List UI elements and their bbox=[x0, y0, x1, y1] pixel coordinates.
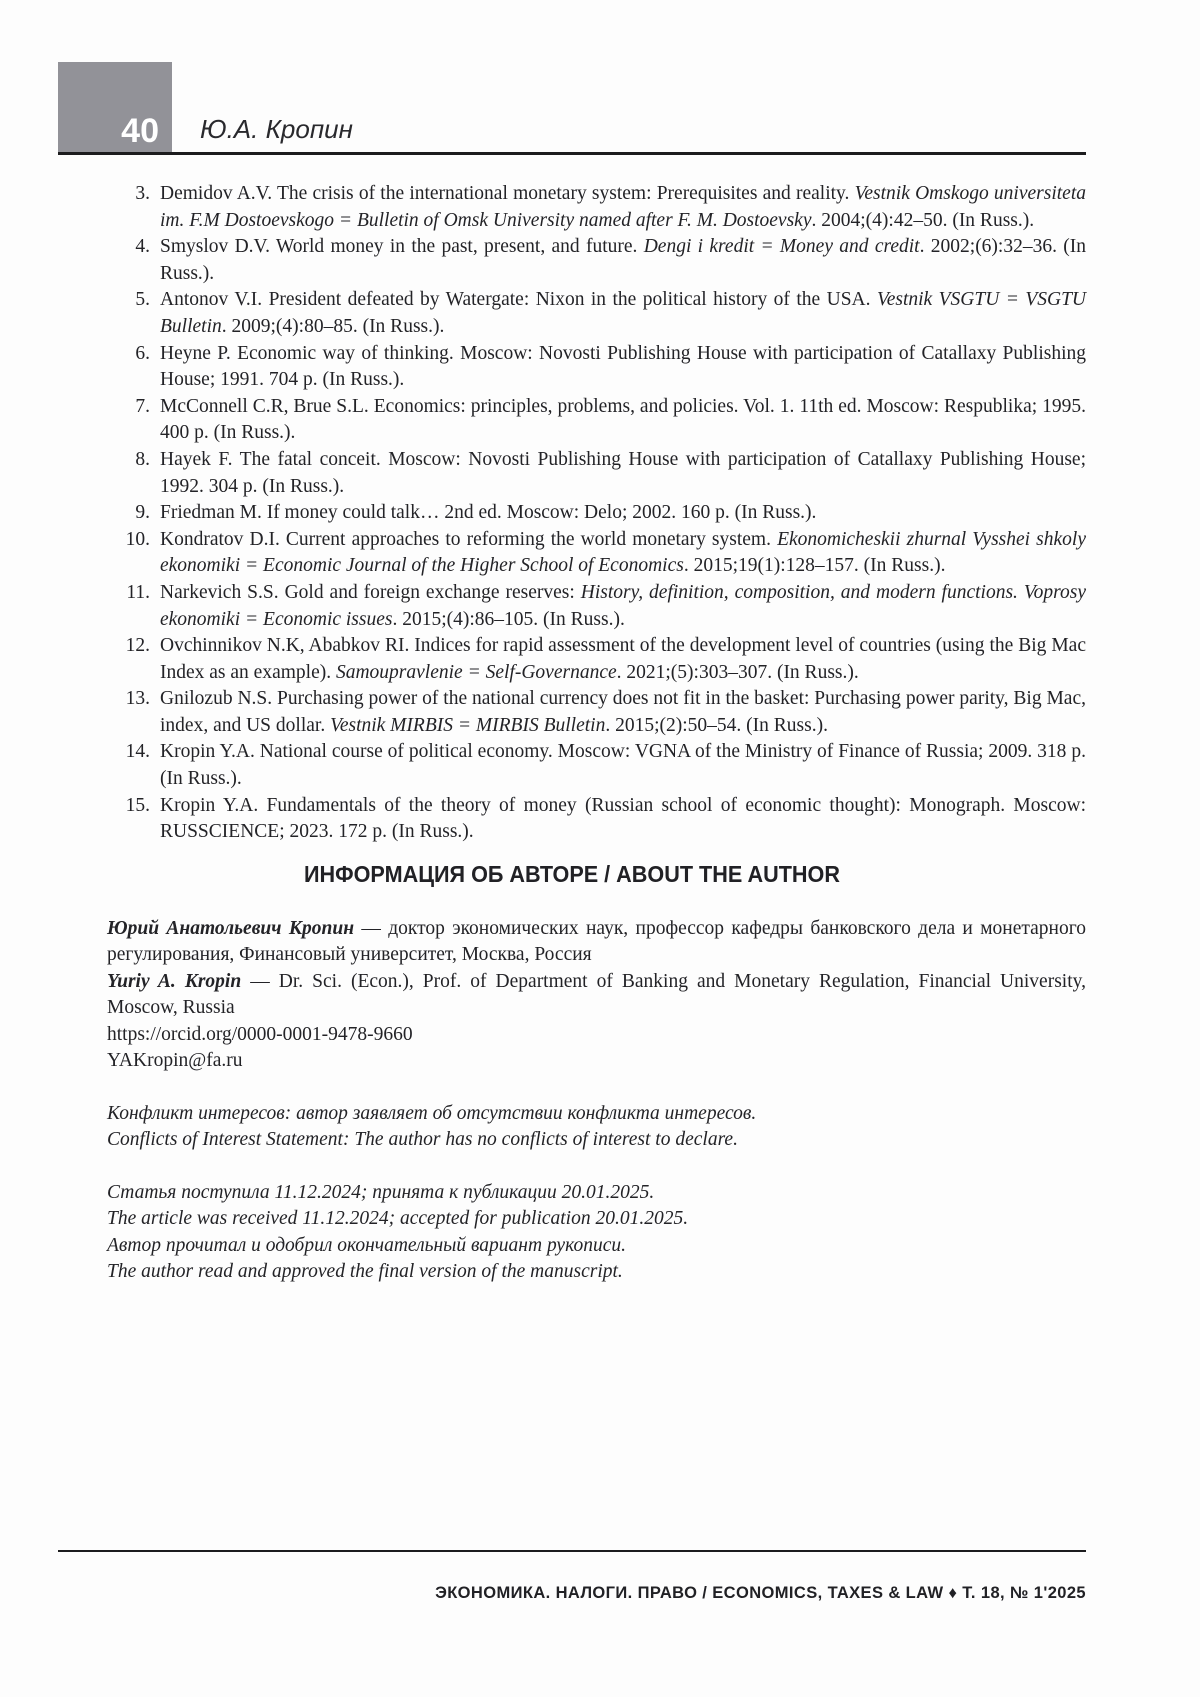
text-segment: Vestnik Omskogo universiteta im. F.M Dostoevskogo = Bulletin of Omsk University named after F. M. Dostoevsky bbox=[160, 183, 1086, 231]
text-segment: . 2015;19(1):128–157. (In Russ.). bbox=[683, 555, 946, 577]
reference-item bbox=[107, 181, 1086, 234]
text-segment: Demidov A.V. The crisis of the international monetary system: Prerequisites and reality. bbox=[160, 183, 855, 204]
reference-number: 15. bbox=[125, 794, 150, 816]
text-segment: Kondratov D.I. Current approaches to reforming the world monetary system. bbox=[160, 528, 778, 550]
reference-text bbox=[160, 183, 1086, 231]
text-segment: History, definition, composition, and modern functions. Voprosy ekonomiki = Economic issues bbox=[160, 581, 1086, 630]
author-approval-en: The author read and approved the final version of the manuscript. bbox=[107, 1261, 623, 1283]
email-link[interactable]: YAKropin@fa.ru bbox=[107, 1050, 243, 1072]
header-rule bbox=[58, 152, 1086, 155]
page-number-box bbox=[58, 62, 172, 153]
reference-item bbox=[107, 580, 1086, 633]
author-info-en bbox=[107, 969, 1086, 1022]
article-dates-ru: Статья поступила 11.12.2024; принята к публикации 20.01.2025. bbox=[107, 1181, 655, 1203]
reference-item bbox=[107, 394, 1086, 447]
text-segment: . 2004;(4):42–50. (In Russ.). bbox=[811, 209, 1035, 231]
article-dates-en: The article was received 11.12.2024; accepted for publication 20.01.2025. bbox=[107, 1208, 689, 1230]
text-segment: McConnell C.R, Brue S.L. Economics: principles, problems, and policies. Vol. 1. 11th ed. Moscow: Respublika; 1995. 400 p. (In Russ.). bbox=[160, 395, 1086, 444]
page-number: 40 bbox=[121, 112, 159, 150]
reference-text bbox=[160, 795, 1086, 843]
text-segment: . 2015;(2):50–54. (In Russ.). bbox=[605, 714, 828, 736]
reference-text bbox=[160, 688, 1086, 736]
text-segment: Dengi i kredit = Money and credit bbox=[643, 236, 920, 258]
reference-number: 10. bbox=[125, 528, 150, 550]
reference-item bbox=[107, 633, 1086, 686]
text-segment: Smyslov D.V. World money in the past, present, and future. bbox=[160, 236, 644, 258]
reference-item bbox=[107, 686, 1086, 739]
text-segment: Vestnik MIRBIS = MIRBIS Bulletin bbox=[330, 714, 606, 736]
reference-text bbox=[160, 741, 1086, 789]
text-segment: Vestnik VSGTU = VSGTU Bulletin bbox=[160, 289, 1086, 337]
reference-item bbox=[107, 234, 1086, 287]
text-segment: Narkevich S.S. Gold and foreign exchange reserves: bbox=[160, 581, 581, 603]
reference-number: 4. bbox=[135, 236, 150, 258]
text-segment: Samoupravlenie = Self-Governance bbox=[335, 661, 617, 683]
reference-number: 3. bbox=[135, 183, 150, 204]
reference-text bbox=[160, 529, 1086, 577]
text-segment: — доктор экономических наук, профессор кафедры банковского дела и монетарного регулирования, Финансовый университет, Москва, Россия bbox=[107, 917, 1086, 966]
text-segment: Ovchinnikov N.K, Ababkov RI. Indices for rapid assessment of the development level of countries (using the Big Mac Index as an example). bbox=[160, 635, 1086, 683]
text-segment: Heyne P. Economic way of thinking. Moscow: Novosti Publishing House with participation of Catallaxy Publishing House; 1991. 704 p. (In Russ.). bbox=[160, 342, 1086, 391]
journal-footer-line: ЭКОНОМИКА. НАЛОГИ. ПРАВО / ECONOMICS, TAXES & LAW ♦ Т. 18, № 1'2025 bbox=[435, 1584, 1086, 1602]
text-segment: Gnilozub N.S. Purchasing power of the national currency does not fit in the basket: Purchasing power parity, Big Mac, index, and US dollar. bbox=[160, 688, 1086, 736]
author-approval-ru: Автор прочитал и одобрил окончательный вариант рукописи. bbox=[107, 1234, 626, 1256]
reference-text bbox=[160, 582, 1086, 630]
reference-text bbox=[160, 396, 1086, 444]
reference-item bbox=[107, 500, 1086, 527]
reference-number: 6. bbox=[135, 342, 150, 364]
reference-number: 8. bbox=[135, 448, 150, 470]
text-segment: . 2002;(6):32–36. (In Russ.). bbox=[160, 236, 1087, 284]
text-segment: Kropin Y.A. Fundamentals of the theory of money (Russian school of economic thought): Monograph. Moscow: RUSSCIENCE; 2023. 172 p. (In Russ.). bbox=[160, 794, 1086, 843]
reference-item bbox=[107, 447, 1086, 500]
reference-number: 13. bbox=[125, 688, 150, 710]
reference-number: 5. bbox=[135, 289, 150, 311]
reference-text bbox=[160, 236, 1086, 284]
reference-number: 12. bbox=[125, 635, 150, 657]
conflict-statement-ru: Конфликт интересов: автор заявляет об отсутствии конфликта интересов. bbox=[107, 1102, 757, 1124]
conflict-statement-en: Conflicts of Interest Statement: The author has no conflicts of interest to declare. bbox=[107, 1129, 738, 1151]
article-dates-block bbox=[58, 1180, 1086, 1286]
reference-number: 9. bbox=[135, 502, 150, 524]
text-segment: Friedman M. If money could talk… 2nd ed. Moscow: Delo; 2002. 160 p. (In Russ.). bbox=[160, 502, 817, 524]
references-list bbox=[58, 181, 1086, 846]
reference-text bbox=[160, 289, 1086, 337]
text-segment: — Dr. Sci. (Econ.), Prof. of Department of Banking and Monetary Regulation, Financial University, Moscow, Russia bbox=[107, 970, 1086, 1019]
orcid-link[interactable]: https://orcid.org/0000-0001-9478-9660 bbox=[107, 1023, 413, 1045]
conflict-of-interest-block bbox=[58, 1101, 1086, 1154]
reference-item bbox=[107, 739, 1086, 792]
text-segment: Ekonomicheskii zhurnal Vysshei shkoly ekonomiki = Economic Journal of the Higher School of Economics bbox=[160, 528, 1086, 577]
text-segment: . 2009;(4):80–85. (In Russ.). bbox=[221, 315, 445, 337]
reference-number: 14. bbox=[125, 741, 150, 763]
text-segment: Kropin Y.A. National course of political economy. Moscow: VGNA of the Ministry of Finance of Russia; 2009. 318 p. (In Russ.). bbox=[160, 741, 1086, 790]
page-content bbox=[58, 181, 1086, 1286]
text-segment: Hayek F. The fatal conceit. Moscow: Novosti Publishing House with participation of Catallaxy Publishing House; 1992. 304 p. (In Russ.). bbox=[160, 448, 1086, 497]
text-segment: Antonov V.I. President defeated by Watergate: Nixon in the political history of the USA. bbox=[160, 289, 877, 311]
running-author-name: Ю.А. Кропин bbox=[200, 114, 353, 144]
reference-text bbox=[160, 449, 1086, 497]
reference-number: 7. bbox=[135, 395, 150, 417]
reference-item bbox=[107, 341, 1086, 394]
reference-item bbox=[107, 287, 1086, 340]
footer-rule bbox=[58, 1550, 1086, 1552]
reference-text bbox=[160, 343, 1086, 391]
reference-item bbox=[107, 793, 1086, 846]
reference-number: 11. bbox=[126, 581, 150, 603]
text-segment: Юрий Анатольевич Кропин bbox=[107, 917, 355, 939]
reference-text bbox=[160, 502, 816, 523]
author-info-block bbox=[58, 916, 1086, 1075]
text-segment: . 2015;(4):86–105. (In Russ.). bbox=[392, 608, 625, 630]
reference-text bbox=[160, 635, 1086, 683]
reference-item bbox=[107, 527, 1086, 580]
about-author-heading: ИНФОРМАЦИЯ ОБ АВТОРЕ / ABOUT THE AUTHOR bbox=[304, 860, 840, 887]
author-info-ru bbox=[107, 916, 1086, 969]
text-segment: Yuriy A. Kropin bbox=[107, 970, 242, 992]
text-segment: . 2021;(5):303–307. (In Russ.). bbox=[616, 661, 859, 683]
